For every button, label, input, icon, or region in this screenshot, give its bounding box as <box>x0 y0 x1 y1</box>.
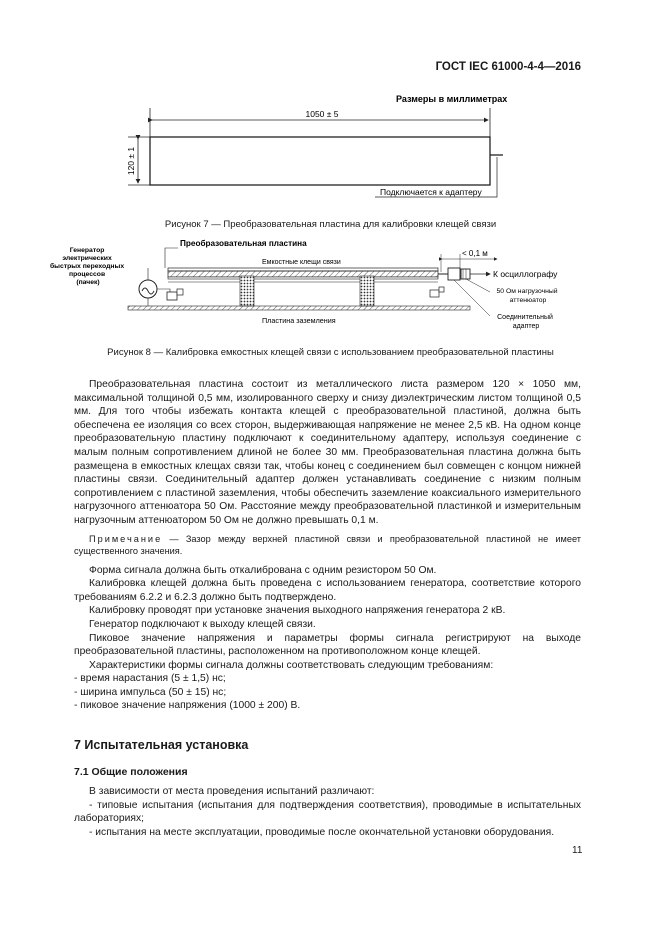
item-type-tests: - типовые испытания (испытания для подтверждения соответствия), проводимые в испытательных лабораториях; <box>74 799 581 825</box>
height-dimension: 120 ± 1 <box>126 146 136 176</box>
note-text: — Зазор между верхней пластиной связи и преобразовательной пластиной не имеет существенного значения. <box>74 533 581 557</box>
item-onsite-tests: - испытания на месте эксплуатации, проводимые после окончательной установки оборудования. <box>89 826 555 838</box>
paragraph-peak: Пиковое значение напряжения и параметры формы сигнала регистрируют на выходе преобразовательной пластины, расположенном на противоположном конце клещей. <box>74 632 581 658</box>
section-7-title: 7 Испытательная установка <box>74 738 249 752</box>
paragraph-waveform: Форма сигнала должна быть откалибрована с одним резистором 50 Ом. <box>89 564 437 576</box>
paragraph-requirements: Характеристики формы сигнала должны соответствовать следующим требованиям: <box>89 659 494 671</box>
generator-symbol <box>139 280 157 298</box>
requirement-rise-time: - время нарастания (5 ± 1,5) нс; <box>74 673 226 685</box>
generator-label: Генератор электрических быстрых переходных процессов (пачек) <box>49 247 125 286</box>
note-label: Примечание <box>89 533 163 544</box>
conversion-plate <box>150 137 490 185</box>
paragraph-plate-description: Преобразовательная пластина состоит из металлического листа размером 120 × 1050 мм, максимальной толщиной 0,5 мм, изолированного сверху и снизу диэлектрическим листом толщиной 0,5 мм. Для того чтобы избежать контакта клещей с преобразовательной пластиной, должна быть обеспечена ее изоляция со всех сторон, выдерживающая напряжение не менее 2,5 кВ. На одном конце преобразовательную пластину подключают к соединительному адаптеру, используя соединение с малым полным сопротивлением длиной не более 30 мм. Преобразовательная пластина должна быть размещена в емкостных клещах связи так, чтобы конец с соединением был совмещен с концом нижней пластины связи. Соединительный адаптер должен устанавливать соединение с низким полным сопротивлением с пластиной заземления, чтобы обеспечить заземление коаксиального измерительного нагрузочного аттенюатора 50 Ом. Расстояние между преобразовательной пластинкой и измерительным нагрузочным аттенюатором 50 Ом не должно превышать 0,1 м. <box>74 379 581 526</box>
oscilloscope-label: К осциллографу <box>493 269 558 279</box>
clamp-label: Емкостные клещи связи <box>262 259 341 266</box>
gap-label: < 0,1 м <box>462 249 488 258</box>
paragraph-calibration: Калибровка клещей должна быть проведена с использованием генератора, соответствие которого требованиям 6.2.2 и 6.2.3 должно быть подтверждено. <box>74 578 581 603</box>
page-number: 11 <box>572 845 583 856</box>
attenuator-label: 50 Ом нагрузочный аттенюатор <box>496 288 558 304</box>
note <box>74 533 581 558</box>
coupling-adapter <box>448 268 460 280</box>
paragraph-test-types: В зависимости от места проведения испытаний различают: <box>89 786 375 797</box>
conversion-plate-label: Преобразовательная пластина <box>180 239 307 248</box>
body-text <box>74 378 581 713</box>
ground-plate-label: Пластина заземления <box>262 316 336 325</box>
length-dimension: 1050 ± 5 <box>305 109 339 119</box>
units-note: Размеры в миллиметрах <box>396 94 508 104</box>
ground-plate <box>128 306 470 310</box>
figure-7 <box>0 85 661 210</box>
requirement-peak-voltage: - пиковое значение напряжения (1000 ± 200) В. <box>74 700 301 712</box>
paragraph-voltage: Калибровку проводят при установке значения выходного напряжения генератора 2 кВ. <box>89 605 506 617</box>
paragraph-generator: Генератор подключают к выходу клещей связи. <box>89 618 316 630</box>
requirement-pulse-width: - ширина импульса (50 ± 15) нс; <box>74 686 227 698</box>
adapter-label: Соединительный адаптер <box>497 314 553 330</box>
attenuator <box>461 269 470 279</box>
adapter-connection-label: Подключается к адаптеру <box>380 187 482 197</box>
section-7-text <box>74 785 581 839</box>
figure-7-caption: Рисунок 7 — Преобразовательная пластина для калибровки клещей связи <box>164 219 497 230</box>
standard-header: ГОСТ IEC 61000-4-4—2016 <box>435 61 581 73</box>
section-7-1-title: 7.1 Общие положения <box>74 766 188 778</box>
figure-8 <box>0 238 661 338</box>
figure-8-caption: Рисунок 8 — Калибровка емкостных клещей связи с использованием преобразовательной пластины <box>107 347 554 358</box>
